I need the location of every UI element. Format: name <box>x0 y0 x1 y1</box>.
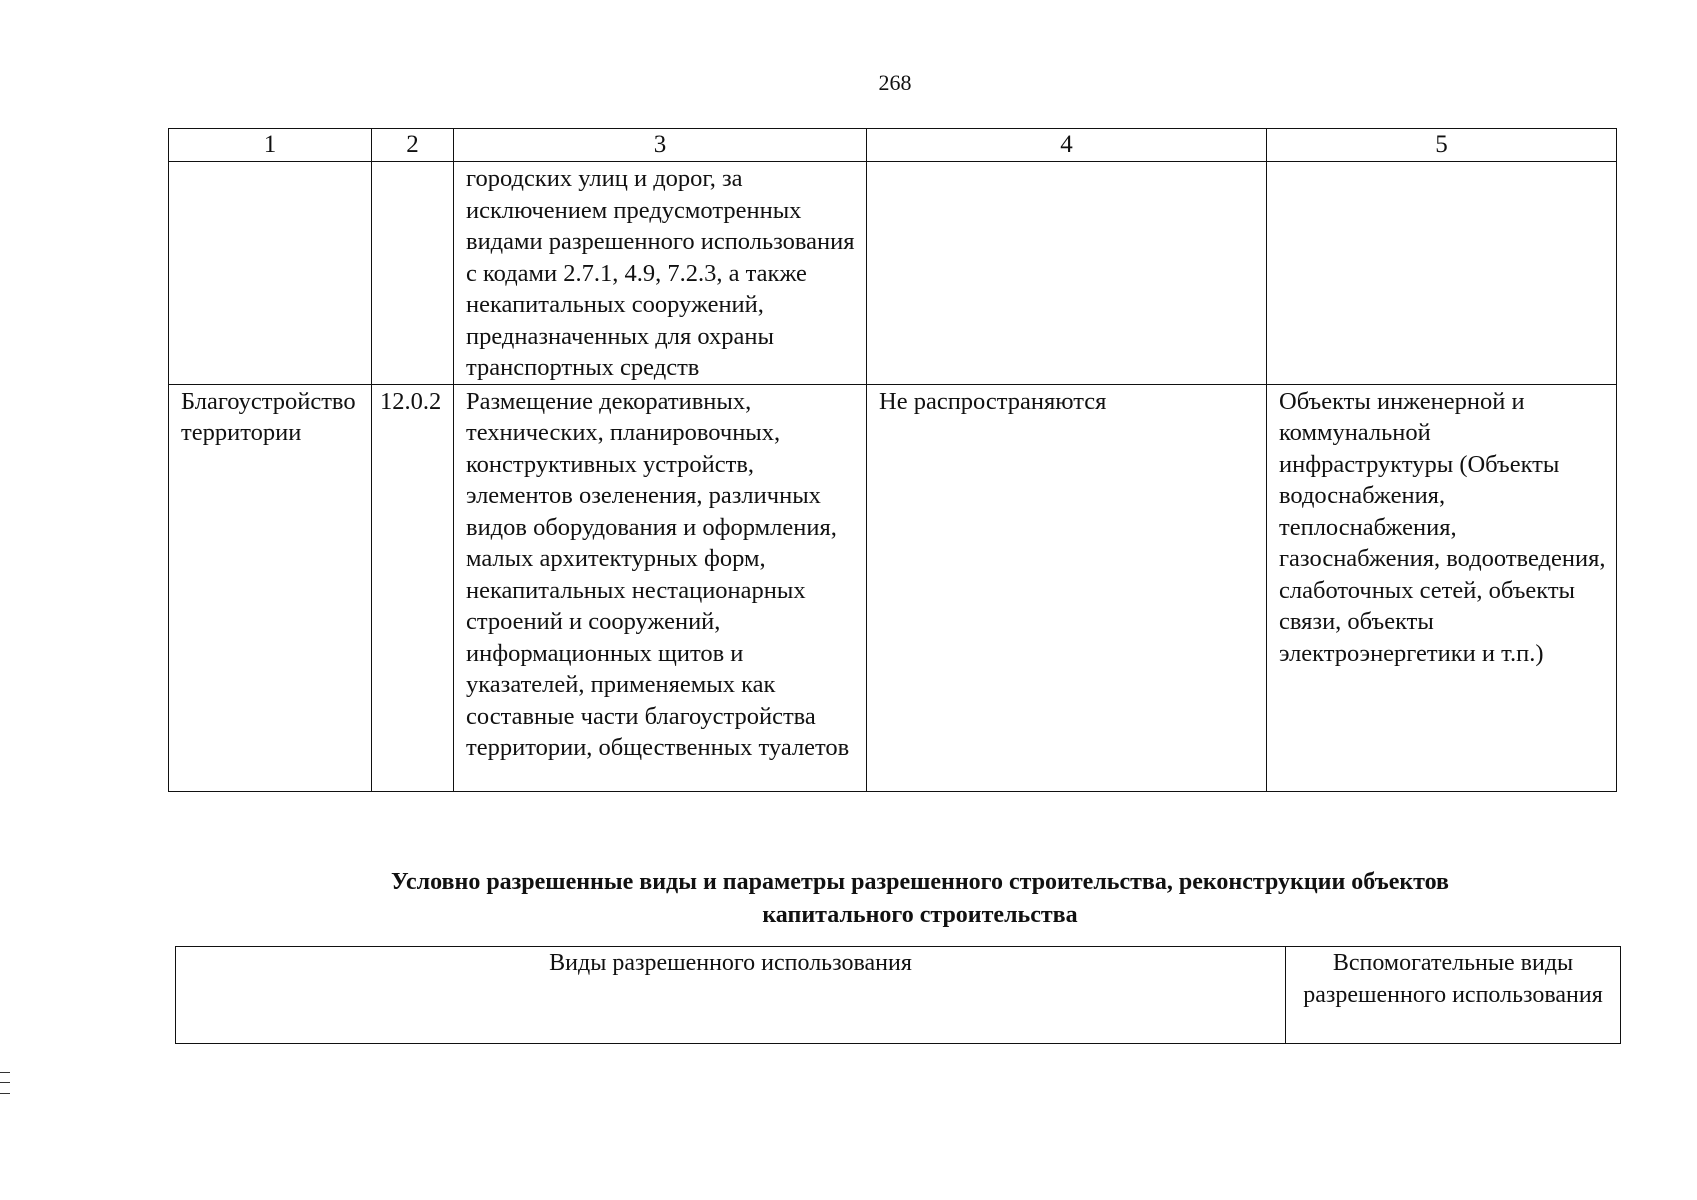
use-type-description: Размещение декоративных, технических, планировочных, конструктивных устройств, элементов озеленения, различных видов оборудования и оформления, малых архитектурных форм, некапитальных нестационарных строений и сооружений, информационных щитов и указателей, применяемых как составные части благоустройства территории, общественных туалетов <box>454 384 867 791</box>
table-row-landscaping <box>169 384 1617 791</box>
continuation-cell-4 <box>867 162 1267 385</box>
section-title-line-1: Условно разрешенные виды и параметры разрешенного строительства, реконструкции объектов <box>390 869 1450 895</box>
continuation-cell-5 <box>1267 162 1617 385</box>
page-number: 268 <box>878 70 912 95</box>
continuation-description: городских улиц и дорог, за исключением предусмотренных видами разрешенного использования с кодами 2.7.1, 4.9, 7.2.3, а также некапитальных сооружений, предназначенных для охраны транспортных средств <box>454 162 867 385</box>
conditional-header-auxiliary: Вспомогательные виды разрешенного использования <box>1286 947 1621 1044</box>
continuation-cell-2 <box>372 162 454 385</box>
construction-parameters: Не распространяются <box>867 384 1267 791</box>
section-title-line-2: капитального строительства <box>762 902 1078 928</box>
conditional-use-table <box>175 946 1621 1044</box>
column-header-2: 2 <box>372 129 454 162</box>
auxiliary-use-types: Объекты инженерной и коммунальной инфраструктуры (Объекты водоснабжения, теплоснабжения, газоснабжения, водоотведения, слаботочных сетей, объекты связи, объекты электроэнергетики и т.п.) <box>1267 384 1617 791</box>
conditional-table-header-row <box>176 947 1621 1044</box>
conditional-header-use-types: Виды разрешенного использования <box>176 947 1286 1044</box>
column-header-5: 5 <box>1267 129 1617 162</box>
column-header-1: 1 <box>169 129 372 162</box>
zoning-table <box>168 128 1617 792</box>
table-row-continuation <box>169 162 1617 385</box>
margin-mark <box>0 1072 10 1094</box>
continuation-cell-1 <box>169 162 372 385</box>
use-type-name: Благоустройство территории <box>169 384 372 791</box>
column-header-3: 3 <box>454 129 867 162</box>
table-header-row <box>169 129 1617 162</box>
use-type-code: 12.0.2 <box>372 384 454 791</box>
section-title <box>300 866 1540 932</box>
column-header-4: 4 <box>867 129 1267 162</box>
